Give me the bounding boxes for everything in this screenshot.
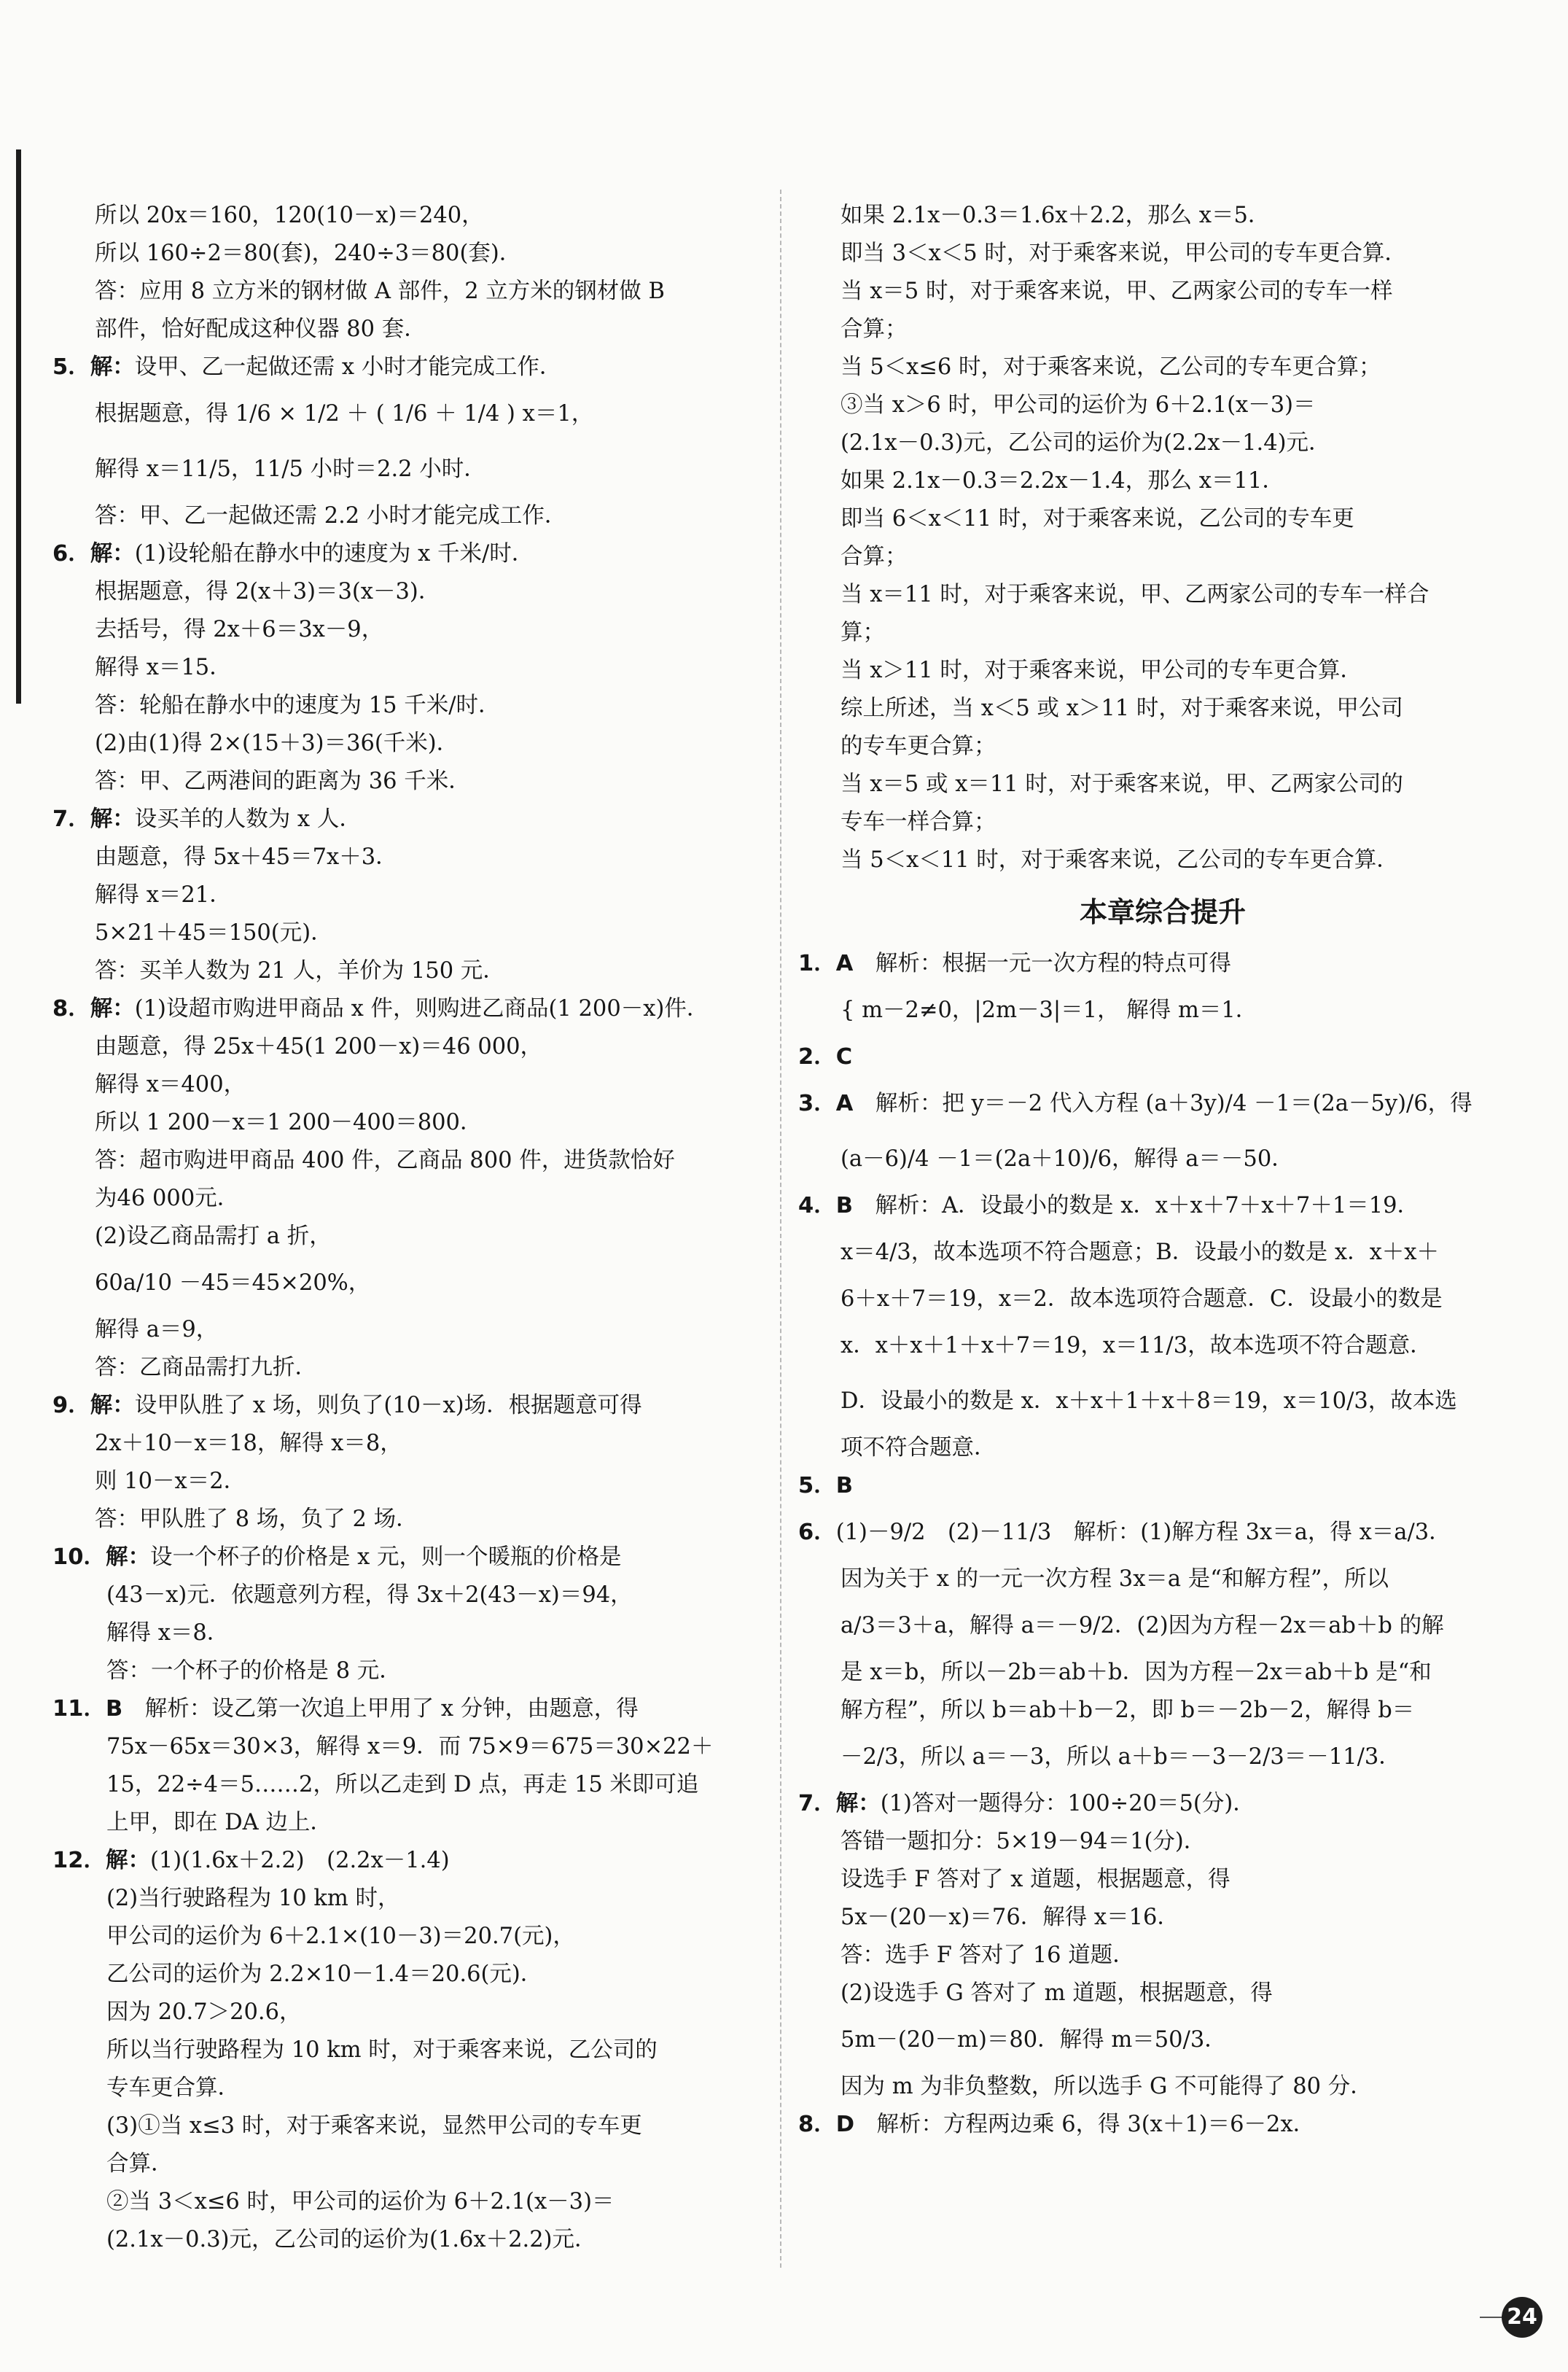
line-text: 当 5＜x＜11 时，对于乘客来说，乙公司的专车更合算． bbox=[840, 847, 1399, 873]
line-text: 答：买羊人数为 21 人，羊价为 150 元． bbox=[95, 958, 505, 984]
line-text: 为46 000元． bbox=[95, 1186, 240, 1211]
answer-line bbox=[52, 801, 765, 839]
question-number: 12．解： bbox=[52, 1848, 150, 1873]
answer-line bbox=[52, 611, 765, 649]
line-text: (1)设轮船在静水中的速度为 x 千米/时． bbox=[134, 541, 534, 567]
answer-line bbox=[52, 1539, 765, 1576]
line-text: 答：一个杯子的价格是 8 元． bbox=[106, 1658, 402, 1684]
line-text: (2.1x－0.3)元，乙公司的运价为(1.6x＋2.2)元． bbox=[106, 2227, 597, 2252]
question-number: 8．D bbox=[798, 2112, 855, 2137]
line-text: (2)当行驶路程为 10 km 时， bbox=[106, 1886, 400, 1911]
answer-line bbox=[52, 273, 765, 311]
line-text: 解析：根据一元一次方程的特点可得 bbox=[853, 951, 1231, 976]
answer-line bbox=[798, 2068, 1527, 2106]
page-number: 24 bbox=[1502, 2297, 1542, 2338]
line-text: (2)由(1)得 2×(15＋3)＝36(千米)． bbox=[95, 731, 459, 756]
answer-line bbox=[52, 1614, 765, 1652]
answer-line bbox=[52, 2069, 765, 2107]
line-text: ②当 3＜x≤6 时，甲公司的运价为 6＋2.1(x－3)＝ bbox=[106, 2189, 615, 2214]
line-text: (2.1x－0.3)元，乙公司的运价为(2.2x－1.4)元． bbox=[840, 430, 1331, 456]
answer-line bbox=[798, 462, 1527, 500]
line-text: 合算； bbox=[840, 316, 908, 342]
answer-line bbox=[798, 386, 1527, 424]
question-number: 7．解： bbox=[798, 1791, 881, 1816]
line-text: 解得 x＝8． bbox=[106, 1620, 230, 1646]
answer-line bbox=[52, 235, 765, 273]
answer-line bbox=[798, 1374, 1527, 1429]
answer-line bbox=[52, 1349, 765, 1387]
answer-line bbox=[798, 1598, 1527, 1654]
line-text: 解得 x＝15． bbox=[95, 655, 232, 680]
answer-line bbox=[52, 952, 765, 990]
answer-line bbox=[52, 2031, 765, 2069]
answer-line bbox=[52, 990, 765, 1028]
question-number: 6．解： bbox=[52, 541, 135, 567]
answer-line bbox=[52, 1180, 765, 1218]
answer-line bbox=[798, 1692, 1527, 1730]
line-text: 即当 3＜x＜5 时，对于乘客来说，甲公司的专车更合算． bbox=[840, 241, 1407, 266]
answer-line bbox=[52, 349, 765, 386]
line-text: 5m－(20－m)＝80．解得 m＝50/3． bbox=[840, 2027, 1227, 2053]
answer-line bbox=[52, 1880, 765, 1918]
line-text: 解得 x＝11/5，11/5 小时＝2.2 小时． bbox=[95, 456, 486, 482]
question-number: 10．解： bbox=[52, 1544, 150, 1570]
line-text: 乙公司的运价为 2.2×10－1.4＝20.6(元)． bbox=[106, 1961, 543, 1987]
line-text: 答：甲、乙一起做还需 2.2 小时才能完成工作． bbox=[95, 503, 567, 529]
answer-line bbox=[52, 1142, 765, 1180]
answer-line bbox=[798, 983, 1527, 1038]
answer-line bbox=[52, 1311, 765, 1349]
answer-line bbox=[52, 1728, 765, 1766]
line-text: 即当 6＜x＜11 时，对于乘客来说，乙公司的专车更 bbox=[840, 506, 1354, 532]
line-text: －2/3，所以 a＝－3，所以 a＋b＝－3－2/3＝－11/3． bbox=[840, 1744, 1401, 1770]
line-text: 如果 2.1x－0.3＝1.6x＋2.2，那么 x＝5． bbox=[840, 203, 1271, 228]
line-text: 专车一样合算； bbox=[840, 809, 996, 835]
answer-line bbox=[52, 197, 765, 235]
right-column bbox=[798, 197, 1527, 2144]
line-text: 当 x＞11 时，对于乘客来说，甲公司的专车更合算． bbox=[840, 658, 1362, 683]
line-text: 因为 20.7＞20.6， bbox=[106, 1999, 302, 2025]
line-text: 则 10－x＝2． bbox=[95, 1469, 246, 1494]
line-text: 合算． bbox=[106, 2151, 173, 2177]
answer-line bbox=[798, 728, 1527, 766]
line-text: 部件，恰好配成这种仪器 80 套． bbox=[95, 316, 426, 342]
answer-line bbox=[52, 2145, 765, 2183]
answer-line bbox=[52, 2107, 765, 2145]
answer-line bbox=[798, 2013, 1527, 2068]
answer-line bbox=[798, 1132, 1527, 1187]
line-text: 甲公司的运价为 6＋2.1×(10－3)＝20.7(元)， bbox=[106, 1924, 575, 1949]
line-text: (a－6)/4 －1＝(2a＋10)/6，解得 a＝－50． bbox=[840, 1146, 1294, 1172]
line-text: 设选手 F 答对了 x 道题，根据题意，得 bbox=[840, 1867, 1230, 1892]
answer-line bbox=[52, 649, 765, 687]
answer-line bbox=[798, 197, 1527, 235]
answer-line bbox=[798, 1899, 1527, 1937]
line-text: 项不符合题意． bbox=[840, 1435, 996, 1461]
line-text: 因为关于 x 的一元一次方程 3x＝a 是“和解方程”，所以 bbox=[840, 1566, 1389, 1592]
line-text: 答：轮船在静水中的速度为 15 千米/时． bbox=[95, 693, 501, 718]
answer-line bbox=[52, 497, 765, 535]
line-text: ③当 x＞6 时，甲公司的运价为 6＋2.1(x－3)＝ bbox=[840, 392, 1316, 418]
line-text: 答错一题扣分：5×19－94＝1(分)． bbox=[840, 1829, 1206, 1854]
line-text: 解析：设乙第一次追上甲用了 x 分钟，由题意，得 bbox=[122, 1696, 639, 1722]
chapter-review-answers bbox=[798, 945, 1527, 2144]
answer-line bbox=[52, 1104, 765, 1142]
column-divider bbox=[780, 190, 781, 2268]
line-text: (3)①当 x≤3 时，对于乘客来说，显然甲公司的专车更 bbox=[106, 2113, 642, 2139]
answer-line bbox=[798, 945, 1527, 983]
answer-line bbox=[52, 1842, 765, 1880]
line-text: 15，22÷4＝5……2，所以乙走到 D 点，再走 15 米即可追 bbox=[106, 1772, 699, 1797]
line-text: 因为 m 为非负整数，所以选手 G 不可能得了 80 分． bbox=[840, 2074, 1373, 2099]
answer-line bbox=[798, 1560, 1527, 1598]
line-text: 算； bbox=[840, 620, 885, 645]
page-number-tick bbox=[1480, 2317, 1502, 2318]
question-number: 8．解： bbox=[52, 996, 135, 1022]
line-text: x＝4/3，故本选项不符合题意；B．设最小的数是 x．x＋x＋ bbox=[840, 1240, 1439, 1265]
line-text: 由题意，得 5x＋45＝7x＋3． bbox=[95, 844, 398, 870]
answer-line bbox=[798, 1467, 1527, 1505]
answer-line bbox=[798, 424, 1527, 462]
answer-line bbox=[798, 1730, 1527, 1785]
answer-line bbox=[798, 1038, 1527, 1076]
line-text: 解得 x＝400， bbox=[95, 1072, 246, 1097]
answer-line bbox=[798, 1937, 1527, 1975]
answer-line bbox=[798, 690, 1527, 728]
question-number: 5．B bbox=[798, 1473, 853, 1498]
answer-line bbox=[52, 535, 765, 573]
section-title: 本章综合提升 bbox=[1079, 896, 1246, 928]
answer-line bbox=[52, 573, 765, 611]
line-text: 设甲、乙一起做还需 x 小时才能完成工作． bbox=[134, 354, 562, 380]
line-text: 解析：把 y＝－2 代入方程 (a＋3y)/4 －1＝(2a－5y)/6，得 bbox=[853, 1091, 1473, 1116]
answer-line bbox=[798, 1785, 1527, 1823]
line-text: 专车更合算． bbox=[106, 2075, 240, 2101]
line-text: 当 x＝5 或 x＝11 时，对于乘客来说，甲、乙两家公司的 bbox=[840, 771, 1403, 797]
answer-line bbox=[52, 1956, 765, 1994]
line-text: 的专车更合算； bbox=[840, 734, 996, 759]
line-text: 所以 1 200－x＝1 200－400＝800． bbox=[95, 1110, 483, 1135]
line-text: 解析：方程两边乘 6，得 3(x＋1)＝6－2x． bbox=[854, 2112, 1316, 2137]
line-text: D．设最小的数是 x．x＋x＋1＋x＋8＝19，x＝10/3，故本选 bbox=[840, 1388, 1457, 1414]
answer-line bbox=[798, 766, 1527, 804]
answer-line bbox=[52, 1994, 765, 2031]
answer-line bbox=[798, 1225, 1527, 1280]
line-text: (2)设选手 G 答对了 m 道题，根据题意，得 bbox=[840, 1980, 1273, 2006]
question-number: 6． bbox=[798, 1520, 836, 1545]
answer-line bbox=[798, 1429, 1527, 1467]
line-text: a/3＝3＋a，解得 a＝－9/2．(2)因为方程－2x＝ab＋b 的解 bbox=[840, 1613, 1444, 1638]
line-text: 设甲队胜了 x 场，则负了(10－x)场．根据题意可得 bbox=[134, 1393, 642, 1418]
answer-line bbox=[52, 1766, 765, 1804]
answer-line bbox=[52, 311, 765, 349]
line-text: 设一个杯子的价格是 x 元，则一个暖瓶的价格是 bbox=[149, 1544, 622, 1570]
line-text: 如果 2.1x－0.3＝2.2x－1.4，那么 x＝11． bbox=[840, 468, 1284, 494]
line-text: 答：甲、乙两港间的距离为 36 千米． bbox=[95, 769, 471, 794]
answer-line bbox=[798, 1076, 1527, 1132]
line-text: 设买羊的人数为 x 人． bbox=[134, 806, 362, 832]
answer-line bbox=[798, 1823, 1527, 1861]
question-number: 2．C bbox=[798, 1044, 853, 1070]
line-text: (1)设超市购进甲商品 x 件，则购进乙商品(1 200－x)件． bbox=[134, 996, 709, 1022]
answer-line bbox=[52, 2183, 765, 2221]
line-text: 2x＋10－x＝18，解得 x＝8， bbox=[95, 1431, 402, 1456]
answer-line bbox=[798, 349, 1527, 386]
line-text: 当 x＝5 时，对于乘客来说，甲、乙两家公司的专车一样 bbox=[840, 279, 1393, 304]
answer-line bbox=[798, 2106, 1527, 2144]
line-text: 所以当行驶路程为 10 km 时，对于乘客来说，乙公司的 bbox=[106, 2037, 658, 2063]
answer-line bbox=[52, 1652, 765, 1690]
answer-line bbox=[798, 804, 1527, 841]
line-text: 解得 x＝21． bbox=[95, 882, 232, 908]
binding-mark bbox=[16, 149, 21, 704]
line-text: 所以 20x＝160，120(10－x)＝240， bbox=[95, 203, 484, 228]
question-number: 7．解： bbox=[52, 806, 135, 832]
question-number: 1．A bbox=[798, 951, 854, 976]
answer-line bbox=[798, 311, 1527, 349]
answer-line bbox=[52, 1066, 765, 1104]
line-text: 解析：A．设最小的数是 x．x＋x＋7＋x＋7＋1＝19． bbox=[852, 1193, 1420, 1218]
line-text: 答：甲队胜了 8 场，负了 2 场． bbox=[95, 1506, 418, 1532]
answer-line bbox=[798, 500, 1527, 538]
answer-line bbox=[798, 1975, 1527, 2013]
line-text: 解得 a＝9， bbox=[95, 1317, 219, 1342]
answer-line bbox=[52, 725, 765, 763]
line-text: 75x－65x＝30×3，解得 x＝9．而 75×9＝675＝30×22＋ bbox=[106, 1734, 714, 1759]
line-text: 根据题意，得 2(x＋3)＝3(x－3)． bbox=[95, 579, 441, 604]
line-text: 当 x＝11 时，对于乘客来说，甲、乙两家公司的专车一样合 bbox=[840, 582, 1429, 607]
answer-line bbox=[52, 687, 765, 725]
line-text: 答：超市购进甲商品 400 件，乙商品 800 件，进货款恰好 bbox=[95, 1148, 675, 1173]
answer-line bbox=[52, 1463, 765, 1501]
answer-line bbox=[52, 1425, 765, 1463]
question-number: 4．B bbox=[798, 1193, 853, 1218]
line-text: x．x＋x＋1＋x＋7＝19，x＝11/3，故本选项不符合题意． bbox=[840, 1333, 1432, 1358]
answer-line bbox=[798, 1505, 1527, 1560]
answer-line bbox=[52, 1256, 765, 1311]
answer-line bbox=[52, 876, 765, 914]
line-text: 上甲，即在 DA 边上． bbox=[106, 1810, 332, 1835]
answer-line bbox=[798, 576, 1527, 614]
answer-line bbox=[52, 1501, 765, 1539]
answer-line bbox=[52, 1576, 765, 1614]
line-text: (43－x)元．依题意列方程，得 3x＋2(43－x)＝94， bbox=[106, 1582, 633, 1608]
line-text: (1)(1.6x＋2.2) (2.2x－1.4) bbox=[149, 1848, 450, 1873]
line-text: 答：选手 F 答对了 16 道题． bbox=[840, 1943, 1135, 1968]
line-text: 5x－(20－x)＝76．解得 x＝16． bbox=[840, 1905, 1179, 1930]
answer-line bbox=[52, 839, 765, 876]
answer-line bbox=[798, 1654, 1527, 1692]
answer-line bbox=[52, 386, 765, 442]
line-text: { m－2≠0，|2m－3|＝1， 解得 m＝1． bbox=[840, 998, 1258, 1023]
answer-line bbox=[798, 614, 1527, 652]
answer-line bbox=[798, 1318, 1527, 1374]
line-text: 由题意，得 25x＋45(1 200－x)＝46 000， bbox=[95, 1034, 543, 1059]
answer-line bbox=[52, 1387, 765, 1425]
line-text: 合算； bbox=[840, 544, 908, 569]
answer-line bbox=[798, 841, 1527, 879]
answer-line bbox=[798, 1187, 1527, 1225]
line-text: 答：应用 8 立方米的钢材做 A 部件，2 立方米的钢材做 B bbox=[95, 279, 665, 304]
answer-line bbox=[52, 1690, 765, 1728]
answer-line bbox=[52, 442, 765, 497]
left-column bbox=[52, 197, 765, 2259]
line-text: (2)设乙商品需打 a 折， bbox=[95, 1224, 332, 1249]
answer-line bbox=[798, 652, 1527, 690]
line-text: 根据题意，得 1/6 × 1/2 ＋ ( 1/6 ＋ 1/4 ) x＝1， bbox=[95, 401, 594, 427]
answer-line bbox=[52, 1218, 765, 1256]
answer-line bbox=[798, 1280, 1527, 1318]
line-text: 答：乙商品需打九折． bbox=[95, 1355, 317, 1380]
line-text: 解方程”，所以 b＝ab＋b－2，即 b＝－2b－2，解得 b＝ bbox=[840, 1698, 1415, 1723]
line-text: 当 5＜x≤6 时，对于乘客来说，乙公司的专车更合算； bbox=[840, 354, 1381, 380]
answer-line bbox=[52, 1028, 765, 1066]
answer-line bbox=[798, 235, 1527, 273]
line-text: 综上所述，当 x＜5 或 x＞11 时，对于乘客来说，甲公司 bbox=[840, 696, 1403, 721]
question-number: 3．A bbox=[798, 1091, 854, 1116]
answer-line bbox=[798, 538, 1527, 576]
line-text: 5×21＋45＝150(元)． bbox=[95, 920, 333, 946]
line-text: (1)－9/2 (2)－11/3 解析：(1)解方程 3x＝a，得 x＝a/3． bbox=[835, 1520, 1451, 1545]
line-text: 所以 160÷2＝80(套)，240÷3＝80(套)． bbox=[95, 241, 522, 266]
answer-line bbox=[52, 1804, 765, 1842]
line-text: 去括号，得 2x＋6＝3x－9， bbox=[95, 617, 384, 642]
line-text: 是 x＝b，所以－2b＝ab＋b．因为方程－2x＝ab＋b 是“和 bbox=[840, 1660, 1432, 1685]
answer-line bbox=[52, 914, 765, 952]
line-text: 6＋x＋7＝19，x＝2．故本选项符合题意．C．设最小的数是 bbox=[840, 1286, 1443, 1312]
question-number: 9．解： bbox=[52, 1393, 135, 1418]
answer-line bbox=[52, 1918, 765, 1956]
line-text: (1)答对一题得分：100÷20＝5(分)． bbox=[880, 1791, 1255, 1816]
answer-line bbox=[798, 1861, 1527, 1899]
answer-line bbox=[52, 763, 765, 801]
answer-line bbox=[798, 273, 1527, 311]
question-number: 11．B bbox=[52, 1696, 123, 1722]
right-column-continuation bbox=[798, 197, 1527, 879]
line-text: 60a/10 －45＝45×20%， bbox=[95, 1270, 371, 1296]
answer-line bbox=[52, 2221, 765, 2259]
question-number: 5．解： bbox=[52, 354, 135, 380]
